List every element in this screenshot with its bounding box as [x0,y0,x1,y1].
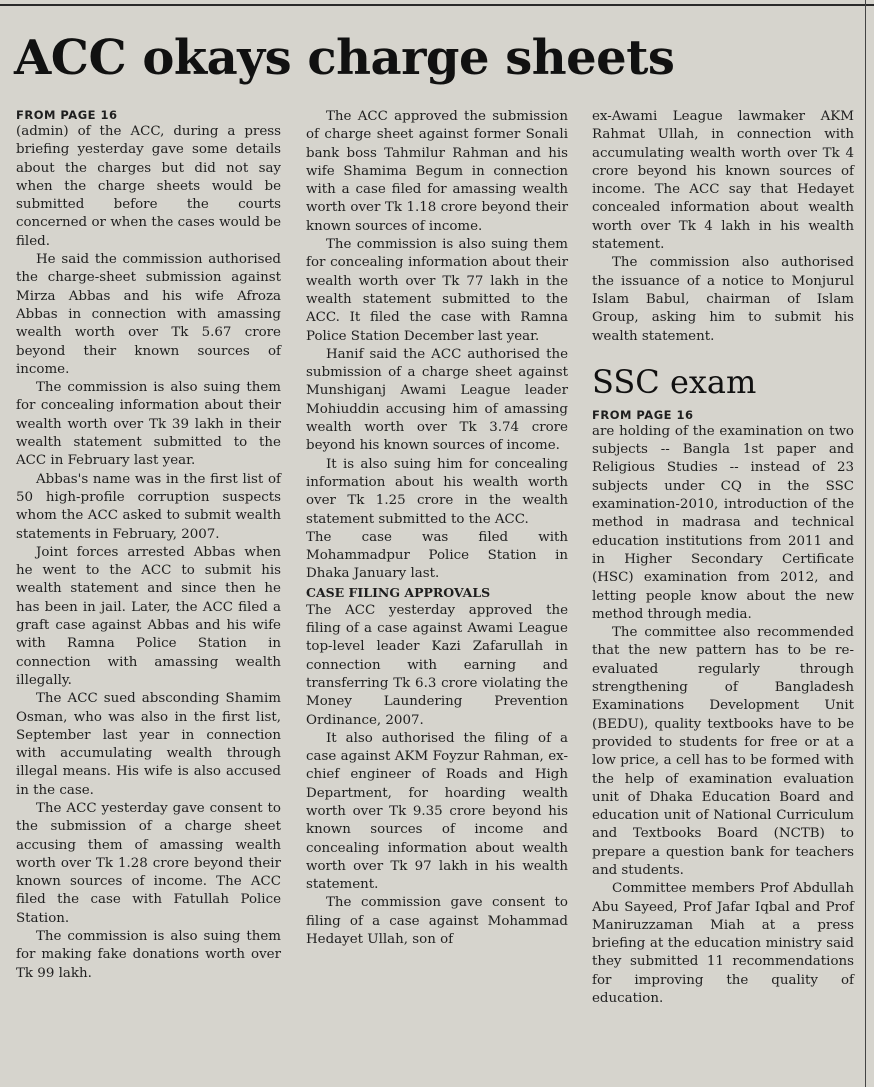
kicker-main: FROM PAGE 16 [16,108,118,122]
column-3 [592,108,854,1008]
paragraph: The commission is also suing them for concealing information about their wealth worth over Tk 77 lakh in the wealth statement submitted to the ACC. It filed the case with Ramna Police Station December last year. [306,237,568,344]
column-rule [865,0,866,1087]
kicker-ssc: FROM PAGE 16 [592,407,694,422]
paragraph: The ACC yesterday gave consent to the submission of a charge sheet accusing them of amassing wealth worth over Tk 1.28 crore beyond their known sources of income. The ACC filed the case with Fatullah Police Station. [16,800,281,926]
paragraph: It also authorised the filing of a case against AKM Foyzur Rahman, ex-chief engineer of Roads and High Department, for hoarding wealth worth over Tk 9.35 crore beyond his known sources of income and concealing information about wealth worth over Tk 97 lakh in his wealth statement. [306,730,568,893]
paragraph: The ACC yesterday approved the filing of a case against Awami League top-level leader Kazi Zafarullah in connection with earning and transferring Tk 6.3 crore violating the Money Laundering Prevention Ordinance, 2007. [306,602,568,728]
subhead-case-filing: CASE FILING APPROVALS [306,584,491,600]
paragraph: The commission is also suing them for making fake donations worth over Tk 99 lakh. [16,929,281,981]
paragraph: ex-Awami League lawmaker AKM Rahmat Ullah, in connection with accumulating wealth worth over Tk 4 crore beyond his known sources of income. The ACC say that Hedayet concealed information about wealth worth over Tk 4 lakh in his wealth statement. [592,109,854,253]
paragraph: It is also suing him for concealing information about his wealth worth over Tk 1.25 crore in the wealth statement submitted to the ACC. [306,456,568,527]
headline: ACC okays charge sheets [14,30,675,86]
paragraph: The commission also authorised the issuance of a notice to Monjurul Islam Babul, chairman of Islam Group, asking him to submit his wealth statement. [592,255,854,344]
column-2 [306,108,568,949]
paragraph: The ACC sued absconding Shamim Osman, who was also in the first list, September last year in connection with accumulating wealth through illegal means. His wife is also accused in the case. [16,691,281,798]
paragraph: The committee also recommended that the new pattern has to be re-evaluated regularly through strengthening of Bangladesh Examinations Development Unit (BEDU), quality textbooks have to be provided to students for free or at a low price, a cell has to be formed with the help of examination evaluation unit of Dhaka Education Board and education unit of National Curriculum and Textbooks Board (NCTB) to prepare a question bank for teachers and students. [592,625,854,878]
paragraph: Joint forces arrested Abbas when he went to the ACC to submit his wealth statement and since then he has been in jail. Later, the ACC filed a graft case against Abbas and his wife with Ramna Police Station in connection with amassing wealth illegally. [16,544,281,688]
paragraph: The case was filed with Mohammadpur Police Station in Dhaka January last. [306,529,568,582]
paragraph: The commission is also suing them for concealing information about their wealth worth over Tk 39 lakh in their wealth statement submitted to the ACC in February last year. [16,380,281,469]
paragraph: Abbas's name was in the first list of 50 high-profile corruption suspects whom the ACC asked to submit wealth statements in February, 2007. [16,471,281,542]
paragraph: The ACC approved the submission of charge sheet against former Sonali bank boss Tahmilur Rahman and his wife Shamima Begum in connection with a case filed for amassing wealth worth over Tk 1.18 crore beyond their known sources of income. [306,109,568,234]
paragraph: He said the commission authorised the charge-sheet submission against Mirza Abbas and his wife Afroza Abbas in connection with amassing wealth worth over Tk 5.67 crore beyond their known sources of income. [16,252,281,377]
column-1 [16,108,281,983]
paragraph: (admin) of the ACC, during a press briefing yesterday gave some details about the charges but did not say when the charge sheets would be submitted before the courts concerned or when the cases would be filed. [16,124,281,249]
paragraph: are holding of the examination on two subjects -- Bangla 1st paper and Religious Studies -- instead of 23 subjects under CQ in the SSC examination-2010, introduction of the method in madrasa and technical education institutions from 2011 and in Higher Secondary Certificate (HSC) examination from 2012, and letting people know about the new method through media. [592,423,854,622]
paragraph: Committee members Prof Abdullah Abu Sayeed, Prof Jafar Iqbal and Prof Maniruzzaman Miah at a press briefing at the education ministry said they submitted 11 recommendations for improving the quality of education. [592,881,854,1007]
top-rule [0,4,874,6]
paragraph: The commission gave consent to filing of a case against Mohammad Hedayet Ullah, son of [306,895,568,948]
ssc-headline: SSC exam [592,362,757,401]
paragraph: Hanif said the ACC authorised the submission of a charge sheet against Munshiganj Awami League leader Mohiuddin accusing him of amassing wealth worth over Tk 3.74 crore beyond his known sources of income. [306,346,568,454]
